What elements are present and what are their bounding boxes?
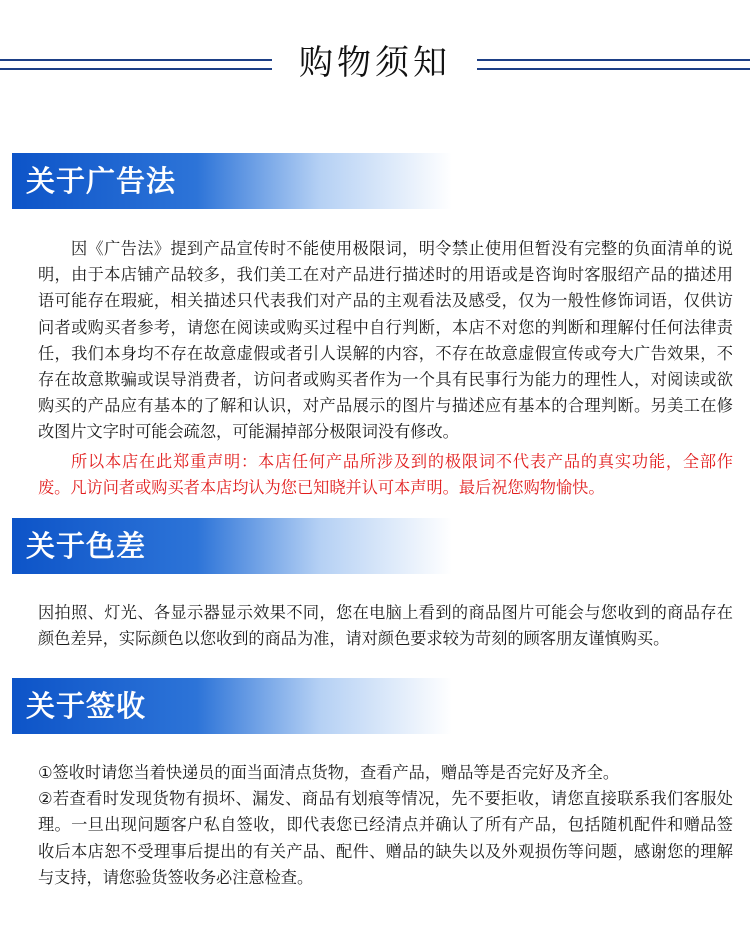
notice-text: 所以本店在此郑重声明：本店任何产品所涉及到的极限词不代表产品的真实功能，全部作废。凡访问者或购买者本店均认为您已知晓并认可本声明。最后祝您购物愉快。 (38, 452, 733, 498)
section-banner-delivery-receipt (12, 678, 452, 734)
section-title: 关于广告法 (26, 164, 177, 198)
paragraph: ②若查看时发现货物有损坏、漏发、商品有划痕等情况，先不要拒收，请您直接联系我们客服处理。一旦出现问题客户私自签收，即代表您已经清点并确认了所有产品，包括随机配件和赠品签收后本店恕不受理事后提出的有关产品、配件、赠品的缺失以及外观损伤等问题，感谢您的理解与支持，请您验货签收务必注意检查。 (38, 789, 733, 887)
page-header (0, 0, 750, 110)
section-title: 关于色差 (26, 529, 147, 563)
section-body-advertising-law (38, 236, 733, 446)
paragraph: 因《广告法》提到产品宣传时不能使用极限词，明令禁止使用但暂没有完整的负面清单的说明，由于本店铺产品较多，我们美工在对产品进行描述时的用语或是咨询时客服绍产品的描述用语可能存在瑕疵，相关描述只代表我们对产品的主观看法及感受，仅为一般性修饰词语，仅供访问者或购买者参考，请您在阅读或购买过程中自行判断，本店不对您的判断和理解付任何法律责任，我们本身均不存在故意虚假或者引人误解的内容，不存在故意虚假宣传或夸大广告效果，不存在故意欺骗或误导消费者，访问者或购买者作为一个具有民事行为能力的理性人，对阅读或欲购买的产品应有基本的了解和认识，对产品展示的图片与描述应有基本的合理判断。另美工在修改图片文字时可能会疏忽，可能漏掉部分极限词没有修改。 (38, 239, 733, 442)
section-title: 关于签收 (26, 689, 147, 723)
section-body-color-difference (38, 600, 733, 652)
header-rule-right-top (477, 59, 750, 61)
header-rule-right-bottom (477, 68, 750, 70)
paragraph: ①签收时请您当着快递员的面当面清点货物，查看产品，赠品等是否完好及齐全。 (38, 763, 620, 782)
section-body-delivery-receipt (38, 760, 733, 891)
section-banner-color-difference (12, 518, 452, 574)
page-title: 购物须知 (299, 43, 451, 83)
section-banner-advertising-law (12, 153, 452, 209)
paragraph: 因拍照、灯光、各显示器显示效果不同，您在电脑上看到的商品图片可能会与您收到的商品存在颜色差异，实际颜色以您收到的商品为准，请对颜色要求较为苛刻的顾客朋友谨慎购买。 (38, 603, 733, 649)
disclaimer-notice (38, 449, 733, 501)
